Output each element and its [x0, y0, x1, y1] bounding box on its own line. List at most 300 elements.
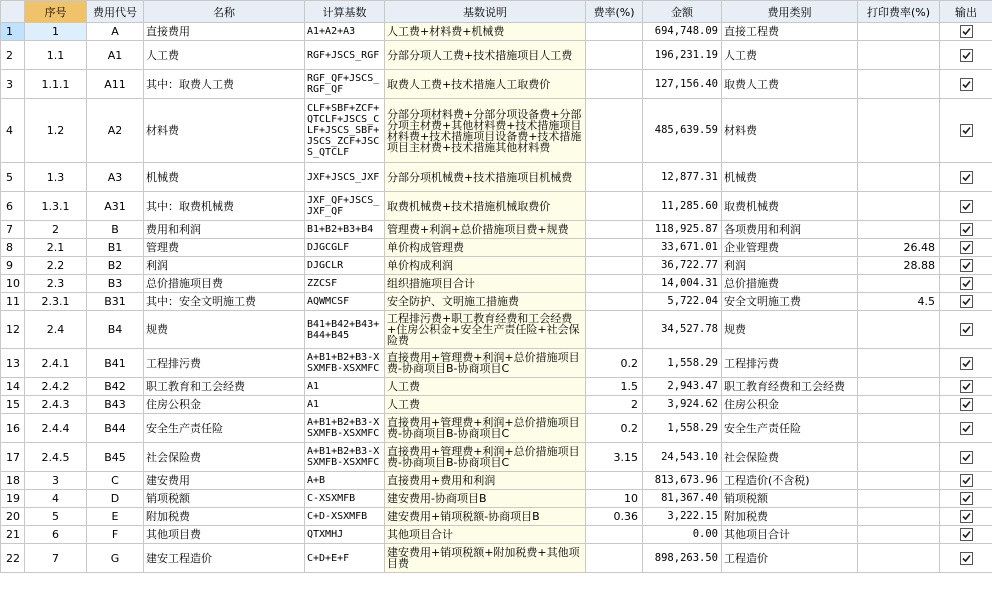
- desc-cell[interactable]: 工程排污费+职工教育经费和工会经费+住房公积金+安全生产责任险+社会保险费: [385, 311, 586, 349]
- rate-cell[interactable]: 10: [586, 490, 643, 508]
- seq-cell[interactable]: 1: [25, 23, 87, 41]
- output-checkbox[interactable]: [960, 474, 973, 487]
- code-cell[interactable]: B41: [87, 349, 144, 378]
- output-checkbox[interactable]: [960, 241, 973, 254]
- category-cell[interactable]: 直接工程费: [722, 23, 858, 41]
- name-cell[interactable]: 工程排污费: [144, 349, 305, 378]
- rate-cell[interactable]: [586, 163, 643, 192]
- output-checkbox[interactable]: [960, 49, 973, 62]
- name-cell[interactable]: 社会保险费: [144, 443, 305, 472]
- row-number-cell[interactable]: 8: [1, 239, 25, 257]
- basis-cell[interactable]: CLF+SBF+ZCF+QTCLF+JSCS_CLF+JSCS_SBF+JSCS_ZCF+JSCS_QTCLF: [305, 99, 385, 163]
- print-rate-cell[interactable]: [858, 99, 940, 163]
- output-checkbox[interactable]: [960, 528, 973, 541]
- code-cell[interactable]: A31: [87, 192, 144, 221]
- desc-cell[interactable]: 直接费用+管理费+利润+总价措施项目费-协商项目B-协商项目C: [385, 443, 586, 472]
- table-row[interactable]: [1, 396, 992, 414]
- table-row[interactable]: [1, 349, 992, 378]
- category-cell[interactable]: 工程造价(不含税): [722, 472, 858, 490]
- seq-cell[interactable]: 2.4.4: [25, 414, 87, 443]
- checkmark-icon: [961, 201, 972, 212]
- desc-cell[interactable]: 人工费: [385, 396, 586, 414]
- header-code[interactable]: 费用代号: [87, 1, 144, 23]
- output-cell: [940, 526, 992, 544]
- name-cell[interactable]: 其中：取费机械费: [144, 192, 305, 221]
- amount-cell[interactable]: 14,004.31: [643, 275, 722, 293]
- desc-cell[interactable]: 取费人工费+技术措施人工取费价: [385, 70, 586, 99]
- header-name[interactable]: 名称: [144, 1, 305, 23]
- table-row[interactable]: [1, 311, 992, 349]
- basis-cell[interactable]: RGF_QF+JSCS_RGF_QF: [305, 70, 385, 99]
- desc-cell[interactable]: 分部分项人工费+技术措施项目人工费: [385, 41, 586, 70]
- desc-cell[interactable]: 人工费: [385, 378, 586, 396]
- basis-cell[interactable]: A+B: [305, 472, 385, 490]
- rate-cell[interactable]: [586, 293, 643, 311]
- seq-cell[interactable]: 2.1: [25, 239, 87, 257]
- checkmark-icon: [961, 79, 972, 90]
- seq-cell[interactable]: 2.3.1: [25, 293, 87, 311]
- table-row[interactable]: [1, 257, 992, 275]
- rate-cell[interactable]: [586, 526, 643, 544]
- category-cell[interactable]: 企业管理费: [722, 239, 858, 257]
- name-cell[interactable]: 销项税额: [144, 490, 305, 508]
- checkmark-icon: [961, 324, 972, 335]
- name-cell[interactable]: 附加税费: [144, 508, 305, 526]
- desc-cell[interactable]: 单价构成管理费: [385, 239, 586, 257]
- print-rate-cell[interactable]: [858, 41, 940, 70]
- row-number-cell[interactable]: 2: [1, 41, 25, 70]
- code-cell[interactable]: G: [87, 544, 144, 573]
- print-rate-cell[interactable]: [858, 526, 940, 544]
- row-number-cell[interactable]: 17: [1, 443, 25, 472]
- category-cell[interactable]: 人工费: [722, 41, 858, 70]
- header-desc[interactable]: 基数说明: [385, 1, 586, 23]
- output-cell: [940, 378, 992, 396]
- checkmark-icon: [961, 493, 972, 504]
- rate-cell[interactable]: [586, 544, 643, 573]
- print-rate-cell[interactable]: [858, 490, 940, 508]
- header-basis[interactable]: 计算基数: [305, 1, 385, 23]
- name-cell[interactable]: 人工费: [144, 41, 305, 70]
- desc-cell[interactable]: 单价构成利润: [385, 257, 586, 275]
- rate-cell[interactable]: [586, 221, 643, 239]
- output-checkbox[interactable]: [960, 171, 973, 184]
- name-cell[interactable]: 规费: [144, 311, 305, 349]
- basis-cell[interactable]: DJGCGLF: [305, 239, 385, 257]
- seq-cell[interactable]: 2.4.1: [25, 349, 87, 378]
- code-cell[interactable]: B43: [87, 396, 144, 414]
- table-row[interactable]: [1, 70, 992, 99]
- desc-cell[interactable]: 管理费+利润+总价措施项目费+规费: [385, 221, 586, 239]
- output-checkbox[interactable]: [960, 124, 973, 137]
- desc-cell[interactable]: 分部分项材料费+分部分项设备费+分部分项主材费+其他材料费+技术措施项目材料费+技术措施项目设备费+技术措施项目主材费+技术措施其他材料费: [385, 99, 586, 163]
- output-checkbox[interactable]: [960, 323, 973, 336]
- print-rate-cell[interactable]: [858, 349, 940, 378]
- amount-cell[interactable]: 1,558.29: [643, 414, 722, 443]
- code-cell[interactable]: B45: [87, 443, 144, 472]
- code-cell[interactable]: B4: [87, 311, 144, 349]
- category-cell[interactable]: 安全生产责任险: [722, 414, 858, 443]
- row-number-cell[interactable]: 22: [1, 544, 25, 573]
- output-cell: [940, 221, 992, 239]
- output-cell: [940, 275, 992, 293]
- header-rownum[interactable]: [1, 1, 25, 23]
- rate-cell[interactable]: 0.2: [586, 349, 643, 378]
- code-cell[interactable]: B: [87, 221, 144, 239]
- output-checkbox[interactable]: [960, 259, 973, 272]
- amount-cell[interactable]: 34,527.78: [643, 311, 722, 349]
- row-number-cell[interactable]: 20: [1, 508, 25, 526]
- row-number-cell[interactable]: 4: [1, 99, 25, 163]
- row-number-cell[interactable]: 9: [1, 257, 25, 275]
- code-cell[interactable]: D: [87, 490, 144, 508]
- print-rate-cell[interactable]: 4.5: [858, 293, 940, 311]
- row-number-cell[interactable]: 3: [1, 70, 25, 99]
- code-cell[interactable]: B44: [87, 414, 144, 443]
- table-row[interactable]: [1, 275, 992, 293]
- output-cell: [940, 70, 992, 99]
- seq-cell[interactable]: 5: [25, 508, 87, 526]
- basis-cell[interactable]: QTXMHJ: [305, 526, 385, 544]
- rate-cell[interactable]: [586, 70, 643, 99]
- name-cell[interactable]: 建安工程造价: [144, 544, 305, 573]
- name-cell[interactable]: 其中：取费人工费: [144, 70, 305, 99]
- table-row[interactable]: [1, 544, 992, 573]
- amount-cell[interactable]: 118,925.87: [643, 221, 722, 239]
- category-cell[interactable]: 销项税额: [722, 490, 858, 508]
- basis-cell[interactable]: JXF_QF+JSCS_JXF_QF: [305, 192, 385, 221]
- amount-cell[interactable]: 694,748.09: [643, 23, 722, 41]
- print-rate-cell[interactable]: 26.48: [858, 239, 940, 257]
- rate-cell[interactable]: 0.36: [586, 508, 643, 526]
- category-cell[interactable]: 规费: [722, 311, 858, 349]
- header-output[interactable]: 输出: [940, 1, 992, 23]
- code-cell[interactable]: A2: [87, 99, 144, 163]
- code-cell[interactable]: A1: [87, 41, 144, 70]
- rate-cell[interactable]: [586, 472, 643, 490]
- output-cell: [940, 414, 992, 443]
- seq-cell[interactable]: 2.3: [25, 275, 87, 293]
- desc-cell[interactable]: 分部分项机械费+技术措施项目机械费: [385, 163, 586, 192]
- checkmark-icon: [961, 511, 972, 522]
- category-cell[interactable]: 取费机械费: [722, 192, 858, 221]
- amount-cell[interactable]: 898,263.50: [643, 544, 722, 573]
- seq-cell[interactable]: 2.4.3: [25, 396, 87, 414]
- desc-cell[interactable]: 建安费用+销项税额+附加税费+其他项目费: [385, 544, 586, 573]
- print-rate-cell[interactable]: [858, 275, 940, 293]
- output-checkbox[interactable]: [960, 380, 973, 393]
- basis-cell[interactable]: C+D-XSXMFB: [305, 508, 385, 526]
- desc-cell[interactable]: 直接费用+管理费+利润+总价措施项目费-协商项目B-协商项目C: [385, 349, 586, 378]
- basis-cell[interactable]: A1+A2+A3: [305, 23, 385, 41]
- seq-cell[interactable]: 7: [25, 544, 87, 573]
- table-row[interactable]: [1, 293, 992, 311]
- seq-cell[interactable]: 4: [25, 490, 87, 508]
- amount-cell[interactable]: 196,231.19: [643, 41, 722, 70]
- desc-cell[interactable]: 人工费+材料费+机械费: [385, 23, 586, 41]
- name-cell[interactable]: 管理费: [144, 239, 305, 257]
- print-rate-cell[interactable]: [858, 378, 940, 396]
- basis-cell[interactable]: A+B1+B2+B3-XSXMFB-XSXMFC: [305, 414, 385, 443]
- desc-cell[interactable]: 其他项目合计: [385, 526, 586, 544]
- category-cell[interactable]: 职工教育经费和工会经费: [722, 378, 858, 396]
- table-row[interactable]: [1, 221, 992, 239]
- output-checkbox[interactable]: [960, 223, 973, 236]
- checkmark-icon: [961, 50, 972, 61]
- output-checkbox[interactable]: [960, 357, 973, 370]
- name-cell[interactable]: 职工教育和工会经费: [144, 378, 305, 396]
- output-checkbox[interactable]: [960, 78, 973, 91]
- table-row[interactable]: [1, 163, 992, 192]
- category-cell[interactable]: 材料费: [722, 99, 858, 163]
- output-cell: [940, 239, 992, 257]
- basis-cell[interactable]: B41+B42+B43+B44+B45: [305, 311, 385, 349]
- print-rate-cell[interactable]: [858, 414, 940, 443]
- basis-cell[interactable]: DJGCLR: [305, 257, 385, 275]
- category-cell[interactable]: 社会保险费: [722, 443, 858, 472]
- amount-cell[interactable]: 5,722.04: [643, 293, 722, 311]
- rate-cell[interactable]: [586, 41, 643, 70]
- code-cell[interactable]: A: [87, 23, 144, 41]
- seq-cell[interactable]: 1.3.1: [25, 192, 87, 221]
- category-cell[interactable]: 安全文明施工费: [722, 293, 858, 311]
- row-number-cell[interactable]: 10: [1, 275, 25, 293]
- basis-cell[interactable]: B1+B2+B3+B4: [305, 221, 385, 239]
- header-category[interactable]: 费用类别: [722, 1, 858, 23]
- row-number-cell[interactable]: 18: [1, 472, 25, 490]
- amount-cell[interactable]: 2,943.47: [643, 378, 722, 396]
- row-number-cell[interactable]: 16: [1, 414, 25, 443]
- table-row[interactable]: [1, 526, 992, 544]
- output-checkbox[interactable]: [960, 277, 973, 290]
- rate-cell[interactable]: [586, 192, 643, 221]
- row-number-cell[interactable]: 12: [1, 311, 25, 349]
- print-rate-cell[interactable]: [858, 443, 940, 472]
- name-cell[interactable]: 安全生产责任险: [144, 414, 305, 443]
- row-number-cell[interactable]: 7: [1, 221, 25, 239]
- basis-cell[interactable]: RGF+JSCS_RGF: [305, 41, 385, 70]
- amount-cell[interactable]: 36,722.77: [643, 257, 722, 275]
- rate-cell[interactable]: [586, 23, 643, 41]
- output-cell: [940, 508, 992, 526]
- table-row[interactable]: [1, 414, 992, 443]
- output-cell: [940, 192, 992, 221]
- name-cell[interactable]: 利润: [144, 257, 305, 275]
- desc-cell[interactable]: 直接费用+管理费+利润+总价措施项目费-协商项目B-协商项目C: [385, 414, 586, 443]
- name-cell[interactable]: 总价措施项目费: [144, 275, 305, 293]
- code-cell[interactable]: B31: [87, 293, 144, 311]
- category-cell[interactable]: 工程造价: [722, 544, 858, 573]
- print-rate-cell[interactable]: 28.88: [858, 257, 940, 275]
- row-number-cell[interactable]: 19: [1, 490, 25, 508]
- rate-cell[interactable]: 3.15: [586, 443, 643, 472]
- code-cell[interactable]: C: [87, 472, 144, 490]
- checkmark-icon: [961, 475, 972, 486]
- print-rate-cell[interactable]: [858, 311, 940, 349]
- amount-cell[interactable]: 3,222.15: [643, 508, 722, 526]
- seq-cell[interactable]: 1.1: [25, 41, 87, 70]
- category-cell[interactable]: 总价措施费: [722, 275, 858, 293]
- basis-cell[interactable]: A1: [305, 396, 385, 414]
- checkmark-icon: [961, 423, 972, 434]
- seq-cell[interactable]: 1.2: [25, 99, 87, 163]
- print-rate-cell[interactable]: [858, 544, 940, 573]
- name-cell[interactable]: 直接费用: [144, 23, 305, 41]
- amount-cell[interactable]: 24,543.10: [643, 443, 722, 472]
- category-cell[interactable]: 其他项目合计: [722, 526, 858, 544]
- code-cell[interactable]: F: [87, 526, 144, 544]
- checkmark-icon: [961, 172, 972, 183]
- name-cell[interactable]: 机械费: [144, 163, 305, 192]
- desc-cell[interactable]: 安全防护、文明施工措施费: [385, 293, 586, 311]
- seq-cell[interactable]: 3: [25, 472, 87, 490]
- table-row[interactable]: [1, 508, 992, 526]
- basis-cell[interactable]: A+B1+B2+B3-XSXMFB-XSXMFC: [305, 349, 385, 378]
- checkmark-icon: [961, 358, 972, 369]
- table-row[interactable]: [1, 490, 992, 508]
- amount-cell[interactable]: 33,671.01: [643, 239, 722, 257]
- code-cell[interactable]: B1: [87, 239, 144, 257]
- checkmark-icon: [961, 553, 972, 564]
- checkmark-icon: [961, 242, 972, 253]
- category-cell[interactable]: 工程排污费: [722, 349, 858, 378]
- category-cell[interactable]: 住房公积金: [722, 396, 858, 414]
- category-cell[interactable]: 附加税费: [722, 508, 858, 526]
- basis-cell[interactable]: ZZCSF: [305, 275, 385, 293]
- amount-cell[interactable]: 81,367.40: [643, 490, 722, 508]
- seq-cell[interactable]: 2.4.5: [25, 443, 87, 472]
- print-rate-cell[interactable]: [858, 163, 940, 192]
- code-cell[interactable]: A3: [87, 163, 144, 192]
- category-cell[interactable]: 利润: [722, 257, 858, 275]
- category-cell[interactable]: 各项费用和利润: [722, 221, 858, 239]
- output-checkbox[interactable]: [960, 422, 973, 435]
- table-row[interactable]: [1, 239, 992, 257]
- table-row[interactable]: [1, 23, 992, 41]
- rate-cell[interactable]: 1.5: [586, 378, 643, 396]
- category-cell[interactable]: 机械费: [722, 163, 858, 192]
- table-row[interactable]: [1, 192, 992, 221]
- basis-cell[interactable]: C+D+E+F: [305, 544, 385, 573]
- row-number-cell[interactable]: 13: [1, 349, 25, 378]
- category-cell[interactable]: 取费人工费: [722, 70, 858, 99]
- print-rate-cell[interactable]: [858, 192, 940, 221]
- rate-cell[interactable]: [586, 257, 643, 275]
- amount-cell[interactable]: 12,877.31: [643, 163, 722, 192]
- checkmark-icon: [961, 452, 972, 463]
- name-cell[interactable]: 住房公积金: [144, 396, 305, 414]
- rate-cell[interactable]: 0.2: [586, 414, 643, 443]
- row-number-cell[interactable]: 5: [1, 163, 25, 192]
- code-cell[interactable]: B2: [87, 257, 144, 275]
- output-checkbox[interactable]: [960, 295, 973, 308]
- name-cell[interactable]: 建安费用: [144, 472, 305, 490]
- rate-cell[interactable]: [586, 99, 643, 163]
- desc-cell[interactable]: 建安费用-协商项目B: [385, 490, 586, 508]
- print-rate-cell[interactable]: [858, 221, 940, 239]
- output-checkbox[interactable]: [960, 200, 973, 213]
- table-row[interactable]: [1, 99, 992, 163]
- desc-cell[interactable]: 组织措施项目合计: [385, 275, 586, 293]
- basis-cell[interactable]: A+B1+B2+B3-XSXMFB-XSXMFC: [305, 443, 385, 472]
- rate-cell[interactable]: [586, 275, 643, 293]
- code-cell[interactable]: B3: [87, 275, 144, 293]
- table-row[interactable]: [1, 378, 992, 396]
- header-amount[interactable]: 金额: [643, 1, 722, 23]
- amount-cell[interactable]: 813,673.96: [643, 472, 722, 490]
- header-rate[interactable]: 费率(%): [586, 1, 643, 23]
- name-cell[interactable]: 其他项目费: [144, 526, 305, 544]
- amount-cell[interactable]: 11,285.60: [643, 192, 722, 221]
- output-checkbox[interactable]: [960, 492, 973, 505]
- desc-cell[interactable]: 直接费用+费用和利润: [385, 472, 586, 490]
- row-number-cell[interactable]: 11: [1, 293, 25, 311]
- name-cell[interactable]: 材料费: [144, 99, 305, 163]
- header-seq[interactable]: 序号: [25, 1, 87, 23]
- output-checkbox[interactable]: [960, 25, 973, 38]
- amount-cell[interactable]: 3,924.62: [643, 396, 722, 414]
- print-rate-cell[interactable]: [858, 396, 940, 414]
- code-cell[interactable]: A11: [87, 70, 144, 99]
- desc-cell[interactable]: 建安费用+销项税额-协商项目B: [385, 508, 586, 526]
- code-cell[interactable]: E: [87, 508, 144, 526]
- output-cell: [940, 490, 992, 508]
- seq-cell[interactable]: 2.4: [25, 311, 87, 349]
- rate-cell[interactable]: [586, 239, 643, 257]
- name-cell[interactable]: 其中：安全文明施工费: [144, 293, 305, 311]
- amount-cell[interactable]: 1,558.29: [643, 349, 722, 378]
- row-number-cell[interactable]: 14: [1, 378, 25, 396]
- basis-cell[interactable]: JXF+JSCS_JXF: [305, 163, 385, 192]
- print-rate-cell[interactable]: [858, 23, 940, 41]
- output-cell: [940, 311, 992, 349]
- table-row[interactable]: [1, 472, 992, 490]
- seq-cell[interactable]: 2.2: [25, 257, 87, 275]
- output-cell: [940, 472, 992, 490]
- basis-cell[interactable]: C-XSXMFB: [305, 490, 385, 508]
- output-checkbox[interactable]: [960, 552, 973, 565]
- rate-cell[interactable]: 2: [586, 396, 643, 414]
- amount-cell[interactable]: 485,639.59: [643, 99, 722, 163]
- row-number-cell[interactable]: 21: [1, 526, 25, 544]
- amount-cell[interactable]: 0.00: [643, 526, 722, 544]
- rate-cell[interactable]: [586, 311, 643, 349]
- seq-cell[interactable]: 2: [25, 221, 87, 239]
- code-cell[interactable]: B42: [87, 378, 144, 396]
- seq-cell[interactable]: 1.1.1: [25, 70, 87, 99]
- seq-cell[interactable]: 6: [25, 526, 87, 544]
- row-number-cell[interactable]: 1: [1, 23, 25, 41]
- seq-cell[interactable]: 1.3: [25, 163, 87, 192]
- output-checkbox[interactable]: [960, 510, 973, 523]
- print-rate-cell[interactable]: [858, 70, 940, 99]
- print-rate-cell[interactable]: [858, 472, 940, 490]
- amount-cell[interactable]: 127,156.40: [643, 70, 722, 99]
- basis-cell[interactable]: A1: [305, 378, 385, 396]
- table-row[interactable]: [1, 443, 992, 472]
- header-print-rate[interactable]: 打印费率(%): [858, 1, 940, 23]
- table-row[interactable]: [1, 41, 992, 70]
- name-cell[interactable]: 费用和利润: [144, 221, 305, 239]
- row-number-cell[interactable]: 15: [1, 396, 25, 414]
- print-rate-cell[interactable]: [858, 508, 940, 526]
- desc-cell[interactable]: 取费机械费+技术措施机械取费价: [385, 192, 586, 221]
- basis-cell[interactable]: AQWMCSF: [305, 293, 385, 311]
- output-checkbox[interactable]: [960, 451, 973, 464]
- seq-cell[interactable]: 2.4.2: [25, 378, 87, 396]
- row-number-cell[interactable]: 6: [1, 192, 25, 221]
- output-checkbox[interactable]: [960, 398, 973, 411]
